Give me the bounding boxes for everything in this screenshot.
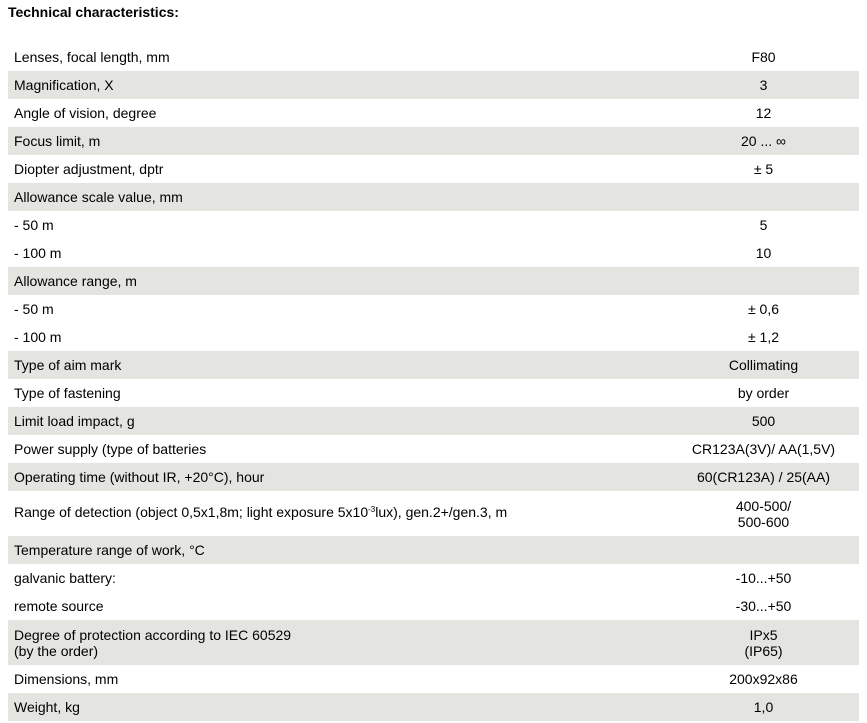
row-value-line: IPx5 [749,626,778,643]
table-row [8,99,859,127]
row-label: Allowance scale value, mm [14,189,183,205]
table-row [8,127,859,155]
row-label-text: Range of detection (object 0,5x1,8m; light exposure 5x10 [14,504,369,520]
table-row [8,239,859,267]
table-row [8,463,859,491]
row-label: Type of fastening [14,385,121,401]
row-label: - 100 m [14,329,62,345]
row-value: CR123A(3V)/ AA(1,5V) [691,441,836,457]
table-row [8,379,859,407]
row-label: Focus limit, m [14,133,101,149]
row-value: 500 [751,413,776,429]
table-row [8,693,859,721]
row-value: 10 [755,245,772,261]
row-label: - 100 m [14,245,62,261]
row-value: 20 ... ∞ [740,133,786,149]
row-label [8,627,668,659]
table-row [8,155,859,183]
row-label-line: (by the order) [14,642,99,659]
row-label-text: lux), gen.2+/gen.3, m [375,504,508,520]
table-row [8,592,859,620]
row-value: F80 [751,49,776,65]
table-row [8,665,859,693]
row-label: Diopter adjustment, dptr [14,161,164,177]
table-row [8,183,859,211]
row-value: -30...+50 [735,598,792,614]
table-row [8,71,859,99]
table-row [8,491,859,536]
table-row [8,536,859,564]
row-label: Power supply (type of batteries [14,441,207,457]
table-row [8,351,859,379]
row-value: -10...+50 [735,570,792,586]
spec-table [8,43,859,721]
table-row [8,43,859,71]
table-row [8,620,859,665]
row-label: Operating time (without IR, +20°C), hour [14,469,265,485]
row-value-line: 500-600 [737,513,790,530]
row-value: 5 [759,217,768,233]
row-value: 60(CR123A) / 25(AA) [696,469,831,485]
row-label: Type of aim mark [14,357,122,373]
row-label: Allowance range, m [14,273,137,289]
row-label: Weight, kg [14,699,80,715]
row-value-line: 400-500/ [735,497,792,514]
row-label: Angle of vision, degree [14,105,157,121]
row-label-line: Degree of protection according to IEC 60529 [14,626,292,643]
table-row [8,407,859,435]
row-value-line: (IP65) [744,642,783,659]
row-value: by order [737,385,790,401]
row-label: Magnification, X [14,77,114,93]
table-row [8,211,859,239]
row-label: Temperature range of work, °C [14,542,205,558]
row-value [668,498,859,530]
row-label [8,504,668,523]
row-label: galvanic battery: [14,570,116,586]
row-value: 1,0 [753,699,774,715]
page-title: Technical characteristics: [8,4,179,20]
row-value: ± 0,6 [747,301,780,317]
row-value: 3 [759,77,768,93]
row-label: - 50 m [14,217,54,233]
table-row [8,323,859,351]
table-row [8,435,859,463]
row-value: ± 1,2 [747,329,780,345]
table-row [8,295,859,323]
row-label: Lenses, focal length, mm [14,49,170,65]
table-row [8,267,859,295]
row-label: Limit load impact, g [14,413,135,429]
row-value: ± 5 [753,161,774,177]
row-value: Collimating [728,357,799,373]
table-row [8,564,859,592]
row-label: Dimensions, mm [14,671,119,687]
row-label: - 50 m [14,301,54,317]
row-value [668,627,859,659]
row-label: remote source [14,598,104,614]
row-value: 12 [755,105,772,121]
row-label-superscript: -3 [368,505,376,514]
row-value: 200x92x86 [729,671,798,687]
